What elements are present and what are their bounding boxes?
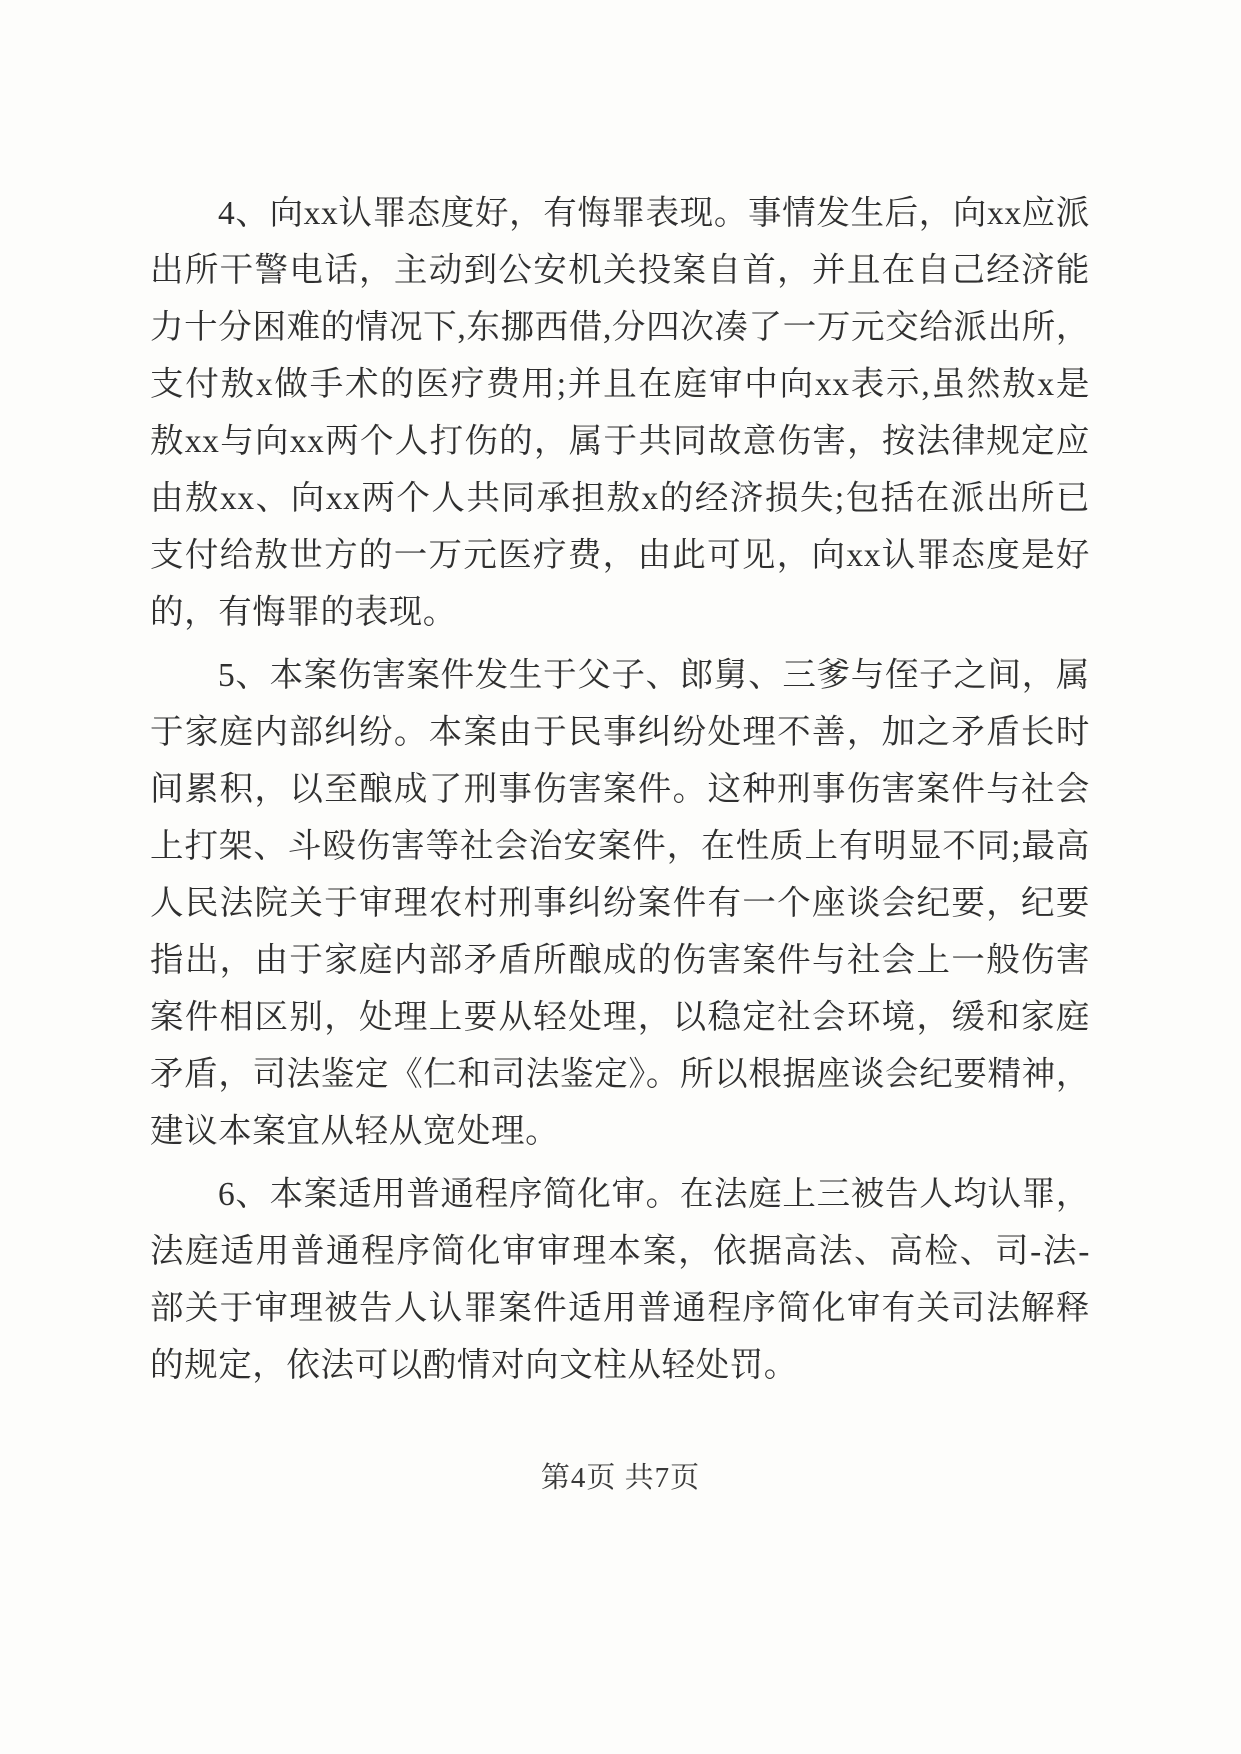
paragraph-item-6: 6、本案适用普通程序简化审。在法庭上三被告人均认罪，法庭适用普通程序简化审审理本案，依据高法、高检、司-法-部关于审理被告人认罪案件适用普通程序简化审有关司法解释的规定，依法可以酌情对向文柱从轻处罚。 [150,1176,1090,1384]
paragraph-item-5: 5、本案伤害案件发生于父子、郎舅、三爹与侄子之间，属于家庭内部纠纷。本案由于民事纠纷处理不善，加之矛盾长时间累积，以至酿成了刑事伤害案件。这种刑事伤害案件与社会上打架、斗殴伤害等社会治安案件，在性质上有明显不同;最高人民法院关于审理农村刑事纠纷案件有一个座谈会纪要，纪要指出，由于家庭内部矛盾所酿成的伤害案件与社会上一般伤害案件相区别，处理上要从轻处理，以稳定社会环境，缓和家庭矛盾，司法鉴定《仁和司法鉴定》。所以根据座谈会纪要精神，建议本案宜从轻从宽处理。 [150,657,1090,1150]
page-footer [0,1455,1241,1496]
paragraph-item-4: 4、向xx认罪态度好，有悔罪表现。事情发生后，向xx应派出所干警电话，主动到公安机关投案自首，并且在自己经济能力十分困难的情况下,东挪西借,分四次凑了一万元交给派出所，支付敖x做手术的医疗费用;并且在庭审中向xx表示,虽然敖x是敖xx与向xx两个人打伤的，属于共同故意伤害，按法律规定应由敖xx、向xx两个人共同承担敖x的经济损失;包括在派出所已支付给敖世方的一万元医疗费，由此可见，向xx认罪态度是好的，有悔罪的表现。 [150,195,1090,631]
document-body [150,185,1090,1400]
page-number-label: 第4页 共7页 [540,1462,701,1494]
